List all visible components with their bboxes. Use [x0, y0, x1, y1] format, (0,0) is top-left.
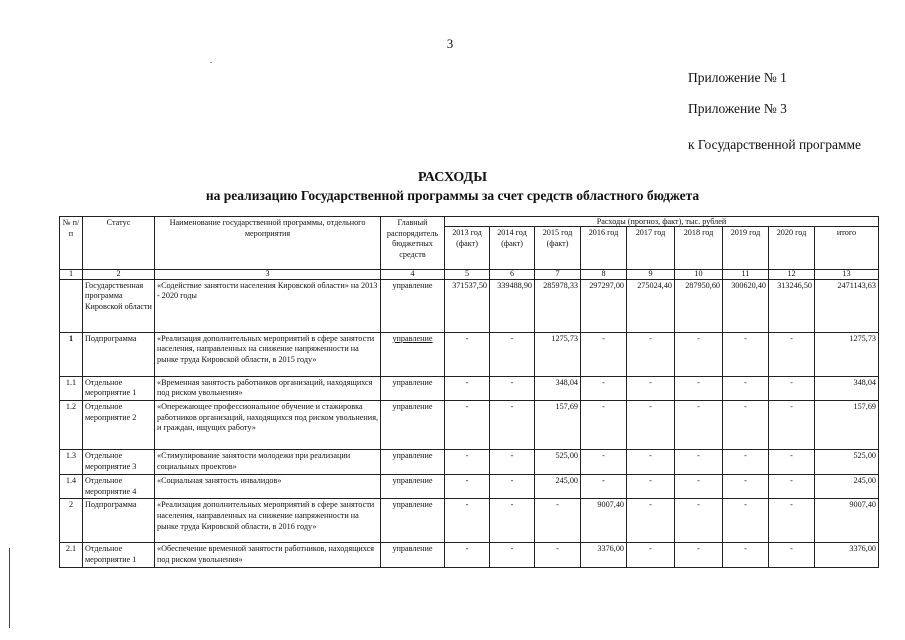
- table-row: [60, 543, 879, 567]
- appendix-line-3: к Государственной программе: [688, 137, 862, 152]
- row-value: -: [581, 400, 627, 449]
- row-value: -: [445, 332, 490, 376]
- row-status: Отдельное мероприятие 1: [83, 376, 155, 400]
- row-total: 348,04: [815, 376, 879, 400]
- row-name: «Стимулирование занятости молодежи при реализации социальных проектов»: [155, 449, 381, 474]
- header-year: 2018 год: [675, 227, 723, 270]
- row-value: -: [723, 449, 769, 474]
- column-number: 3: [155, 270, 381, 280]
- row-name: «Временная занятость работников организаций, находящихся под риском увольнения»: [155, 376, 381, 400]
- table-row: [60, 400, 879, 449]
- row-status: Отдельное мероприятие 4: [83, 474, 155, 498]
- row-status: Отдельное мероприятие 1: [83, 543, 155, 567]
- row-value: -: [627, 543, 675, 567]
- row-value: -: [675, 499, 723, 543]
- row-manager: управление: [381, 449, 445, 474]
- header-expenses: Расходы (прогноз, факт), тыс. рублей: [445, 217, 879, 227]
- row-value: 157,69: [535, 400, 581, 449]
- document-title: РАСХОДЫ: [418, 170, 487, 185]
- column-number: 13: [815, 270, 879, 280]
- row-value: -: [490, 499, 535, 543]
- row-manager: управление: [381, 543, 445, 567]
- header-name: Наименование государственной программы, отдельного мероприятия: [155, 217, 381, 270]
- row-value: -: [769, 332, 815, 376]
- column-number: 10: [675, 270, 723, 280]
- margin-line: [9, 548, 10, 628]
- row-value: -: [675, 400, 723, 449]
- row-status: Подпрограмма: [83, 332, 155, 376]
- row-value: -: [675, 543, 723, 567]
- row-value: -: [723, 543, 769, 567]
- row-value: -: [675, 449, 723, 474]
- row-value: 275024,40: [627, 279, 675, 332]
- row-num: 1: [60, 332, 83, 376]
- row-num: 1.1: [60, 376, 83, 400]
- row-manager: управление: [381, 376, 445, 400]
- row-num: 1.4: [60, 474, 83, 498]
- row-value: -: [627, 499, 675, 543]
- row-manager: управление: [381, 332, 445, 376]
- row-total: 3376,00: [815, 543, 879, 567]
- page-number: 3: [446, 36, 454, 51]
- row-manager: управление: [381, 474, 445, 498]
- header-year: 2015 год (факт): [535, 227, 581, 270]
- row-manager: управление: [381, 499, 445, 543]
- row-value: 313246,50: [769, 279, 815, 332]
- row-value: 525,00: [535, 449, 581, 474]
- row-value: -: [769, 499, 815, 543]
- row-total: 1275,73: [815, 332, 879, 376]
- row-status: Государственная программа Кировской области: [83, 279, 155, 332]
- row-value: -: [769, 543, 815, 567]
- row-value: -: [490, 332, 535, 376]
- row-value: -: [627, 376, 675, 400]
- row-value: -: [769, 474, 815, 498]
- row-value: -: [490, 543, 535, 567]
- row-status: Подпрограмма: [83, 499, 155, 543]
- header-year: 2016 год: [581, 227, 627, 270]
- header-year: 2014 год (факт): [490, 227, 535, 270]
- row-value: 339488,90: [490, 279, 535, 332]
- header-year: 2019 год: [723, 227, 769, 270]
- row-name: «Обеспечение временной занятости работников, находящихся под риском увольнения»: [155, 543, 381, 567]
- table-row: [60, 449, 879, 474]
- appendix-line-2: Приложение № 3: [688, 101, 787, 116]
- row-value: -: [445, 474, 490, 498]
- row-name: «Социальная занятость инвалидов»: [155, 474, 381, 498]
- column-number: 2: [83, 270, 155, 280]
- column-number-row: [60, 270, 879, 280]
- row-manager: управление: [381, 279, 445, 332]
- table-row: [60, 499, 879, 543]
- column-number: 12: [769, 270, 815, 280]
- column-number: 1: [60, 270, 83, 280]
- row-value: -: [581, 332, 627, 376]
- table-header-row: [60, 217, 879, 227]
- row-value: -: [490, 400, 535, 449]
- row-value: 371537,50: [445, 279, 490, 332]
- column-number: 6: [490, 270, 535, 280]
- column-number: 9: [627, 270, 675, 280]
- column-number: 5: [445, 270, 490, 280]
- row-value: -: [723, 376, 769, 400]
- row-name: «Реализация дополнительных мероприятий в сфере занятости населения, направленных на снижение напряженности на рынке труда Кировской области, в 2016 году»: [155, 499, 381, 543]
- row-value: -: [581, 449, 627, 474]
- row-value: -: [675, 332, 723, 376]
- header-num: № п/п: [60, 217, 83, 270]
- row-value: -: [445, 543, 490, 567]
- budget-table: [59, 216, 879, 568]
- row-value: 9007,40: [581, 499, 627, 543]
- row-num: 1.2: [60, 400, 83, 449]
- row-num: [60, 279, 83, 332]
- scan-artifact: [210, 62, 212, 63]
- row-value: 287950,60: [675, 279, 723, 332]
- column-number: 8: [581, 270, 627, 280]
- row-value: 285978,33: [535, 279, 581, 332]
- row-total: 2471143,63: [815, 279, 879, 332]
- row-value: -: [769, 400, 815, 449]
- row-status: Отдельное мероприятие 2: [83, 400, 155, 449]
- row-value: -: [627, 332, 675, 376]
- column-number: 11: [723, 270, 769, 280]
- row-value: 297297,00: [581, 279, 627, 332]
- row-value: -: [490, 474, 535, 498]
- row-value: 3376,00: [581, 543, 627, 567]
- row-value: 1275,73: [535, 332, 581, 376]
- header-year: 2017 год: [627, 227, 675, 270]
- row-total: 9007,40: [815, 499, 879, 543]
- row-value: -: [627, 474, 675, 498]
- row-value: -: [445, 499, 490, 543]
- row-value: -: [723, 400, 769, 449]
- row-value: -: [723, 499, 769, 543]
- header-status: Статус: [83, 217, 155, 270]
- row-value: -: [490, 449, 535, 474]
- table-row: [60, 474, 879, 498]
- row-value: -: [535, 499, 581, 543]
- row-value: -: [675, 474, 723, 498]
- header-year: 2013 год (факт): [445, 227, 490, 270]
- header-total: итого: [815, 227, 879, 270]
- row-value: -: [769, 449, 815, 474]
- row-total: 525,00: [815, 449, 879, 474]
- row-value: -: [445, 449, 490, 474]
- appendix-line-1: Приложение № 1: [688, 70, 787, 85]
- column-number: 7: [535, 270, 581, 280]
- table-row: [60, 279, 879, 332]
- header-year: 2020 год: [769, 227, 815, 270]
- header-manager: Главный распорядитель бюджетных средств: [381, 217, 445, 270]
- row-manager: управление: [381, 400, 445, 449]
- row-value: -: [627, 449, 675, 474]
- row-name: «Опережающее профессиональное обучение и стажировка работников организаций, находящихся под риском увольнения, и граждан, ищущих работу»: [155, 400, 381, 449]
- row-value: -: [769, 376, 815, 400]
- document-subtitle: на реализацию Государственной программы за счет средств областного бюджета: [205, 188, 700, 203]
- row-total: 157,69: [815, 400, 879, 449]
- row-value: -: [627, 400, 675, 449]
- row-value: -: [445, 400, 490, 449]
- row-total: 245,00: [815, 474, 879, 498]
- row-status: Отдельное мероприятие 3: [83, 449, 155, 474]
- row-num: 1.3: [60, 449, 83, 474]
- column-number: 4: [381, 270, 445, 280]
- row-value: -: [490, 376, 535, 400]
- row-value: -: [581, 474, 627, 498]
- row-value: 245,00: [535, 474, 581, 498]
- row-value: -: [723, 332, 769, 376]
- row-num: 2.1: [60, 543, 83, 567]
- row-value: -: [675, 376, 723, 400]
- row-num: 2: [60, 499, 83, 543]
- row-value: -: [535, 543, 581, 567]
- table-row: [60, 332, 879, 376]
- row-name: «Содействие занятости населения Кировской области» на 2013 - 2020 годы: [155, 279, 381, 332]
- row-value: -: [445, 376, 490, 400]
- row-value: -: [723, 474, 769, 498]
- row-value: 300620,40: [723, 279, 769, 332]
- row-value: -: [581, 376, 627, 400]
- row-value: 348,04: [535, 376, 581, 400]
- row-name: «Реализация дополнительных мероприятий в сфере занятости населения, направленных на снижение напряженности на рынке труда Кировской области, в 2015 году»: [155, 332, 381, 376]
- table-row: [60, 376, 879, 400]
